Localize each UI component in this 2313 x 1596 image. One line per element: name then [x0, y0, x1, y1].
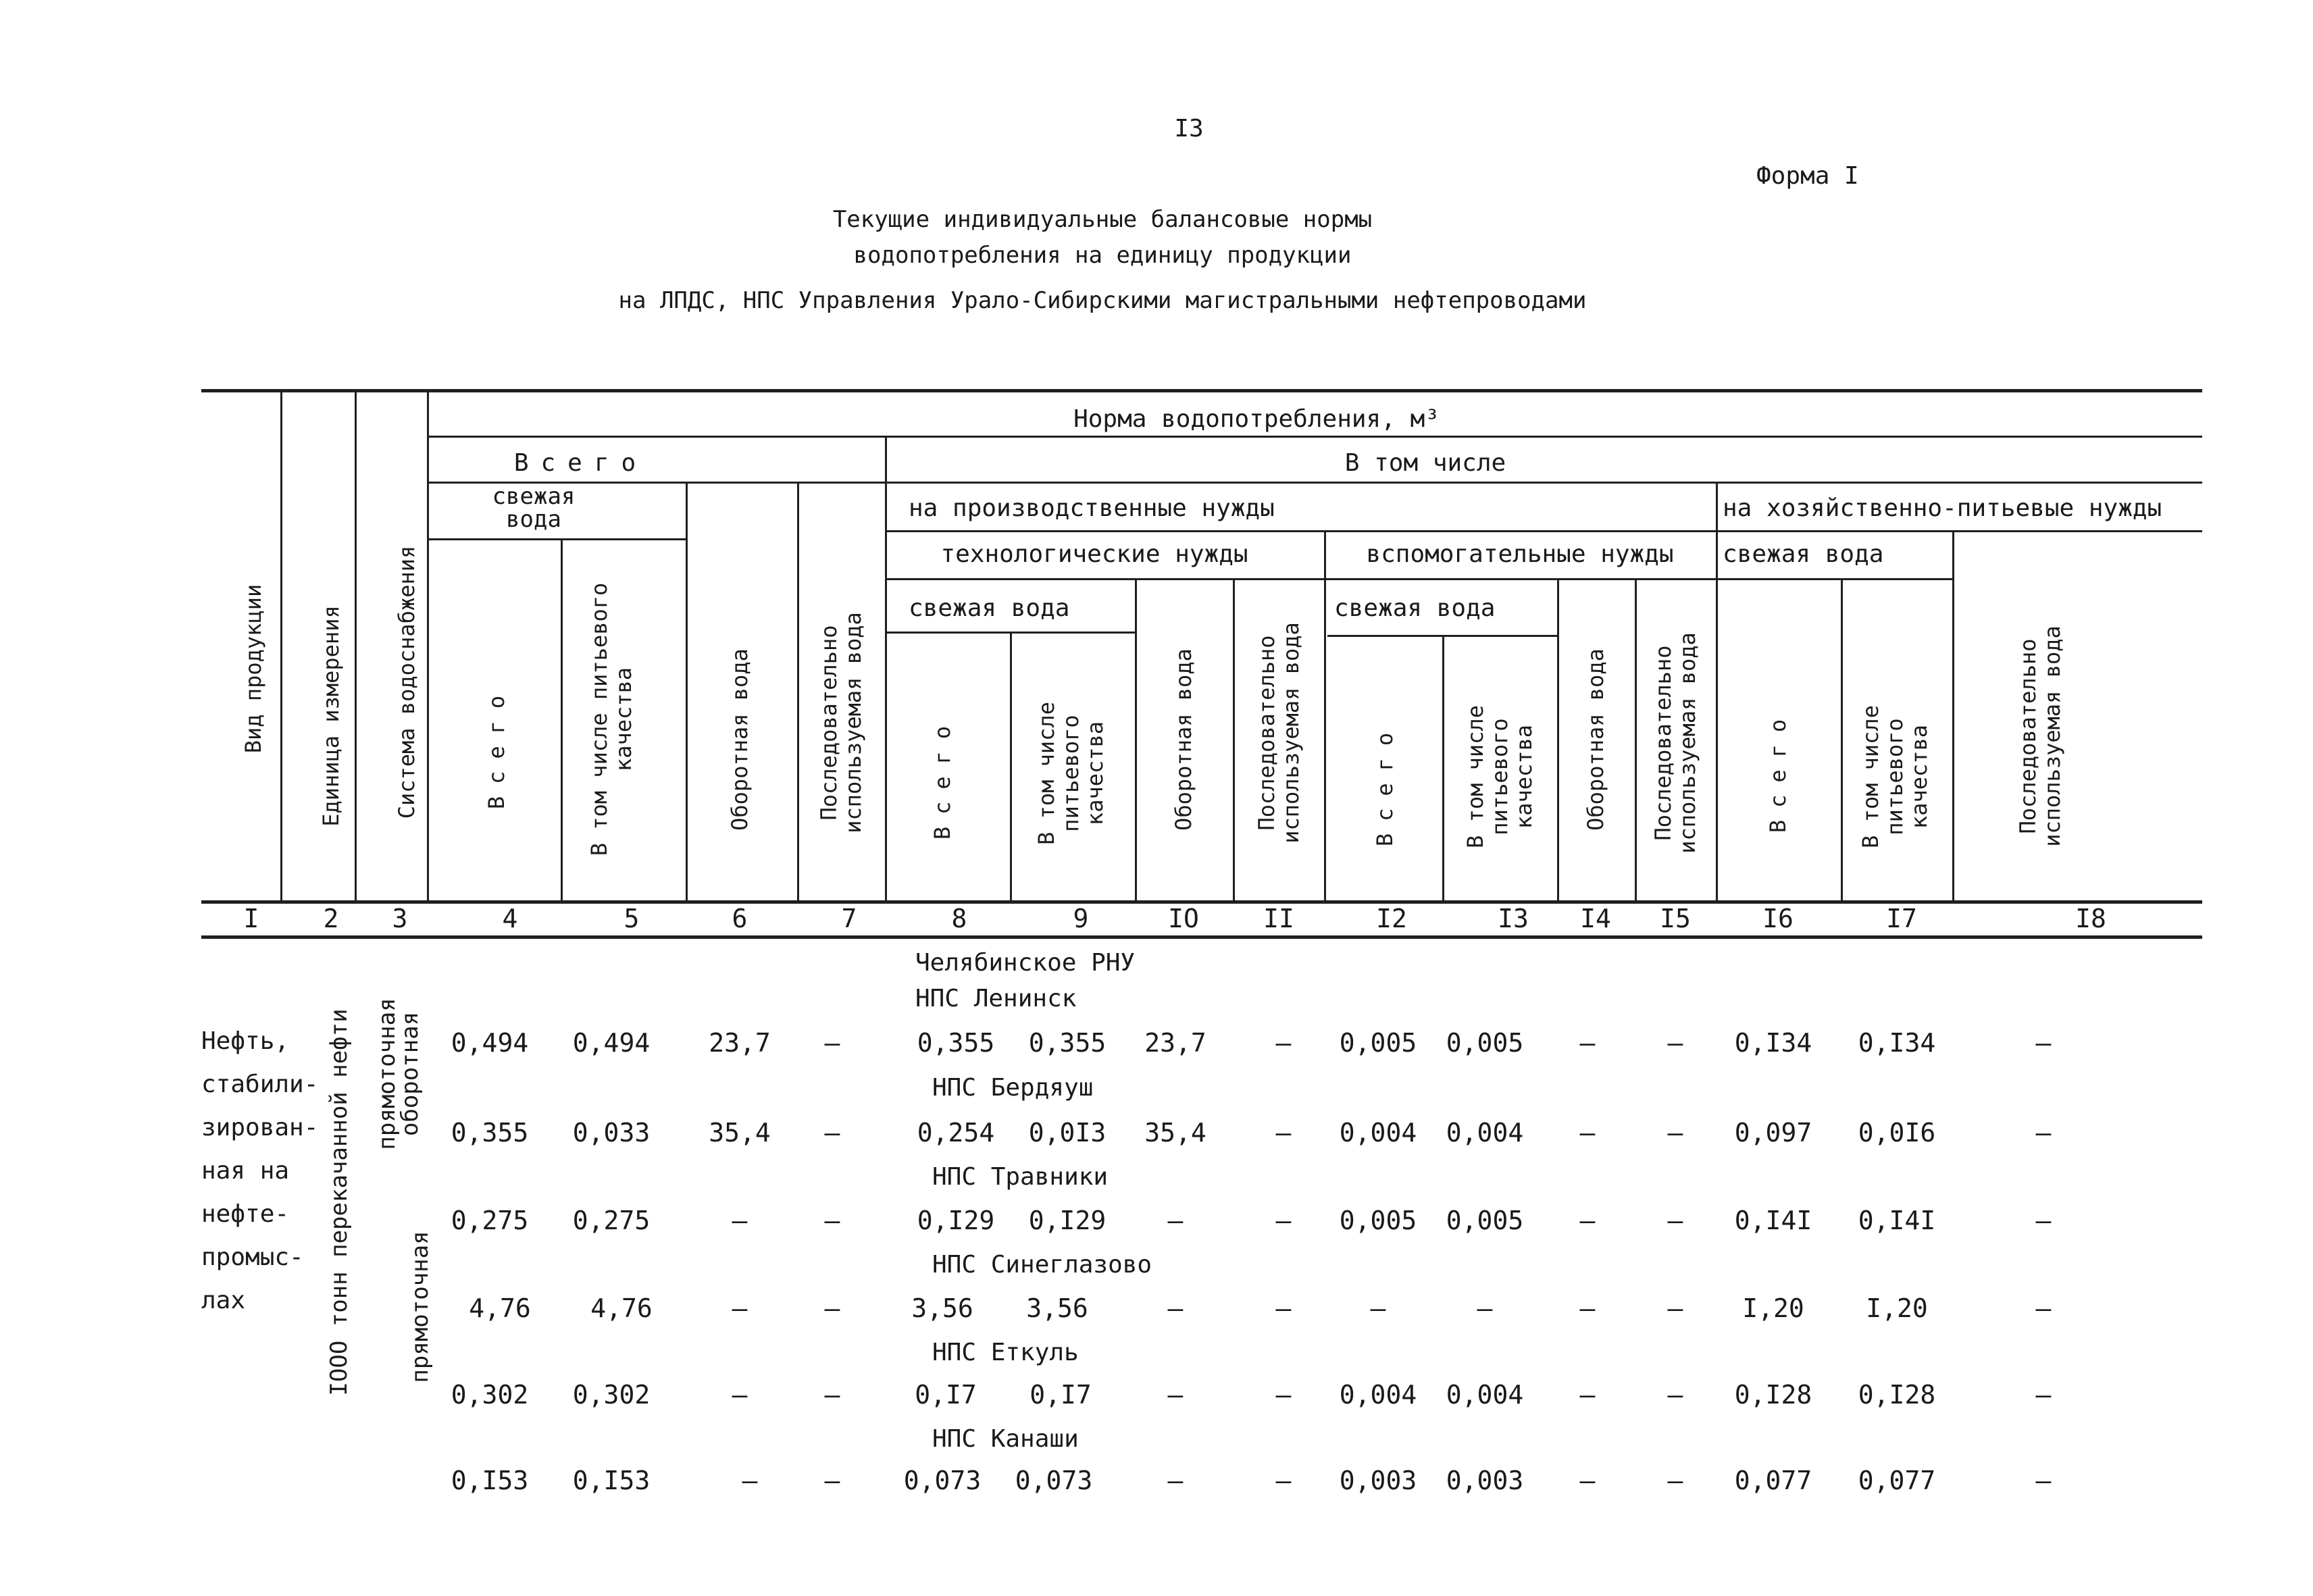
- table-cell: –: [1477, 1293, 1493, 1323]
- table-cell: 0,I53: [572, 1466, 651, 1495]
- table-cell: 0,I29: [1028, 1206, 1107, 1235]
- col-num: 4: [502, 904, 518, 933]
- col-num: 7: [841, 904, 857, 933]
- table-cell: –: [1579, 1466, 1596, 1495]
- product-name: Нефть, стабили- зирован- ная на нефте- промыс- лах: [201, 1027, 319, 1314]
- header-col8-vsego: Всего: [930, 713, 955, 840]
- table-cell: –: [2035, 1466, 2052, 1495]
- header-col18-posled: Последовательно используемая вода: [2015, 625, 2065, 847]
- col-num: I7: [1886, 904, 1917, 933]
- table-cell: –: [2035, 1028, 2052, 1058]
- col-num: 5: [624, 904, 640, 933]
- table-cell: –: [824, 1293, 840, 1323]
- header-col9-pitievogo: В том числе питьевого качества: [1034, 702, 1108, 845]
- table-cell: 0,275: [451, 1206, 529, 1235]
- header-col12-vsego: Всего: [1372, 720, 1398, 847]
- table-cell: 0,004: [1339, 1380, 1417, 1410]
- table-cell: –: [1275, 1466, 1292, 1495]
- table-cell: –: [742, 1466, 758, 1495]
- table-cell: –: [1275, 1380, 1292, 1410]
- table-cell: 0,004: [1446, 1380, 1524, 1410]
- header-vspomog: вспомогательные нужды: [1366, 540, 1674, 568]
- table-cell: 0,494: [451, 1028, 529, 1058]
- col-num: 3: [392, 904, 408, 933]
- header-svezhaya-voda-tech: свежая вода: [909, 594, 1070, 622]
- col-num: I: [243, 904, 259, 933]
- table-cell: 0,033: [572, 1118, 651, 1148]
- col-num: I6: [1762, 904, 1794, 933]
- header-edinica: Единица измерения: [318, 605, 344, 827]
- table-cell: –: [1167, 1293, 1184, 1323]
- header-col11-posled: Последовательно используемая вода: [1254, 622, 1304, 844]
- col-num: I4: [1580, 904, 1611, 933]
- table-cell: I,20: [1742, 1293, 1804, 1323]
- table-cell: –: [1167, 1206, 1184, 1235]
- table-cell: 0,005: [1339, 1028, 1417, 1058]
- table-cell: –: [1667, 1466, 1683, 1495]
- header-col14-oborot: Оборотная вода: [1583, 648, 1608, 831]
- col-num: 6: [732, 904, 748, 933]
- header-tehnolog: технологические нужды: [940, 540, 1248, 568]
- col-num: I8: [2075, 904, 2106, 933]
- col-num: IO: [1168, 904, 1199, 933]
- header-svezhaya-voda-total: свежая вода: [492, 483, 576, 533]
- header-col17-pitievogo: В том числе питьевого качества: [1858, 705, 1932, 848]
- table-cell: –: [2035, 1293, 2052, 1323]
- table-cell: –: [1579, 1293, 1596, 1323]
- table-cell: 0,I7: [1030, 1380, 1092, 1410]
- table-cell: 0,I28: [1734, 1380, 1812, 1410]
- station-name: НПС Синеглазово: [932, 1251, 1152, 1279]
- table-cell: 0,004: [1446, 1118, 1524, 1148]
- table-cell: 0,I28: [1858, 1380, 1936, 1410]
- title-line-1: Текущие индивидуальные балансовые нормы: [832, 206, 1373, 233]
- header-v-tom-chisle: В том числе: [1344, 449, 1506, 477]
- table-cell: 0,355: [451, 1118, 529, 1148]
- header-col4-vsego: Всего: [484, 683, 509, 810]
- header-col5-pitievogo: В том числе питьевого качества: [586, 582, 636, 856]
- col-num: I3: [1498, 904, 1529, 933]
- col-num: 8: [951, 904, 967, 933]
- col-num: 9: [1073, 904, 1089, 933]
- col-num: 2: [323, 904, 339, 933]
- table-cell: 4,76: [469, 1293, 531, 1323]
- table-cell: 0,254: [917, 1118, 995, 1148]
- header-col16-vsego: Всего: [1765, 706, 1791, 833]
- table-cell: –: [824, 1380, 840, 1410]
- table-cell: –: [1167, 1466, 1184, 1495]
- header-norm: Норма водопотребления, м³: [1073, 405, 1440, 433]
- table-cell: –: [1275, 1206, 1292, 1235]
- table-cell: 23,7: [1144, 1028, 1206, 1058]
- station-name: НПС Травники: [932, 1163, 1109, 1191]
- station-name: НПС Еткуль: [932, 1339, 1079, 1366]
- unit-of-measure: IOOO тонн перекачанной нефти: [326, 1008, 353, 1396]
- table-cell: 0,302: [451, 1380, 529, 1410]
- table-cell: –: [1667, 1293, 1683, 1323]
- table-cell: –: [1275, 1118, 1292, 1148]
- table-cell: –: [1579, 1028, 1596, 1058]
- table-cell: 0,003: [1446, 1466, 1524, 1495]
- system-vertical-2: прямоточная: [407, 1231, 434, 1383]
- table-cell: 0,004: [1339, 1118, 1417, 1148]
- table-cell: –: [1667, 1206, 1683, 1235]
- table-cell: 0,I4I: [1734, 1206, 1812, 1235]
- table-cell: –: [1667, 1118, 1683, 1148]
- system-vertical-1: прямоточная оборотная: [374, 998, 424, 1150]
- header-col15-posled: Последовательно используемая вода: [1650, 632, 1700, 854]
- title-line-3: на ЛПДС, НПС Управления Урало-Сибирскими магистральными нефтепроводами: [618, 287, 1587, 314]
- table-cell: 0,077: [1858, 1466, 1936, 1495]
- table-cell: –: [1370, 1293, 1386, 1323]
- table-cell: 35,4: [709, 1118, 771, 1148]
- table-cell: 0,077: [1734, 1466, 1812, 1495]
- table-cell: –: [732, 1380, 748, 1410]
- table-cell: 0,003: [1339, 1466, 1417, 1495]
- table-cell: 4,76: [590, 1293, 653, 1323]
- header-na-hoz: на хозяйственно-питьевые нужды: [1723, 494, 2162, 522]
- table-cell: –: [1667, 1028, 1683, 1058]
- table-cell: –: [732, 1293, 748, 1323]
- table-cell: –: [2035, 1380, 2052, 1410]
- table-cell: –: [824, 1466, 840, 1495]
- table-cell: –: [1579, 1380, 1596, 1410]
- header-na-proizv: на производственные нужды: [909, 494, 1275, 522]
- station-name: НПС Бердяуш: [932, 1074, 1094, 1102]
- table-cell: 0,I34: [1734, 1028, 1812, 1058]
- table-cell: –: [1275, 1293, 1292, 1323]
- table-cell: 0,355: [1028, 1028, 1107, 1058]
- table-cell: 0,494: [572, 1028, 651, 1058]
- table-cell: –: [1579, 1118, 1596, 1148]
- table-cell: –: [824, 1206, 840, 1235]
- header-col7-posled: Последовательно используемая вода: [816, 612, 866, 833]
- page-number: I3: [1174, 115, 1204, 143]
- table-cell: 0,I34: [1858, 1028, 1936, 1058]
- table-cell: –: [824, 1118, 840, 1148]
- table-cell: –: [824, 1028, 840, 1058]
- table-cell: 0,097: [1734, 1118, 1812, 1148]
- table-cell: 0,005: [1446, 1206, 1524, 1235]
- table-cell: 35,4: [1144, 1118, 1206, 1148]
- table-cell: I,20: [1866, 1293, 1928, 1323]
- table-cell: 0,I29: [917, 1206, 995, 1235]
- table-cell: 3,56: [1026, 1293, 1088, 1323]
- form-label: Форма I: [1756, 162, 1859, 190]
- title-line-2: водопотребления на единицу продукции: [853, 242, 1352, 269]
- section-title: Челябинское РНУ: [915, 949, 1136, 977]
- col-num: I5: [1660, 904, 1691, 933]
- table-cell: 3,56: [911, 1293, 973, 1323]
- header-sistema: Система водоснабжения: [394, 545, 420, 819]
- header-col6-oborot: Оборотная вода: [727, 648, 753, 831]
- table-cell: 0,275: [572, 1206, 651, 1235]
- table-cell: 0,005: [1339, 1206, 1417, 1235]
- col-num: II: [1263, 904, 1294, 933]
- header-vsego-group: Всего: [513, 449, 649, 477]
- table-cell: –: [732, 1206, 748, 1235]
- table-cell: 0,073: [903, 1466, 982, 1495]
- table-cell: –: [1667, 1380, 1683, 1410]
- station-name: НПС Ленинск: [915, 985, 1077, 1012]
- table-cell: 0,0I3: [1028, 1118, 1107, 1148]
- table-cell: –: [1167, 1380, 1184, 1410]
- table-cell: 0,I53: [451, 1466, 529, 1495]
- table-cell: –: [2035, 1118, 2052, 1148]
- table-cell: 23,7: [709, 1028, 771, 1058]
- header-vid-produkcii: Вид продукции: [240, 584, 266, 754]
- table-cell: 0,0I6: [1858, 1118, 1936, 1148]
- header-svezhaya-voda-vspom: свежая вода: [1334, 594, 1496, 622]
- table-cell: –: [1579, 1206, 1596, 1235]
- table-cell: 0,I7: [915, 1380, 977, 1410]
- col-num: I2: [1376, 904, 1407, 933]
- table-cell: 0,302: [572, 1380, 651, 1410]
- station-name: НПС Канаши: [932, 1425, 1079, 1453]
- header-col10-oborot: Оборотная вода: [1171, 648, 1196, 831]
- header-svezhaya-voda-hoz: свежая вода: [1723, 540, 1884, 568]
- header-col13-pitievogo: В том числе питьевого качества: [1463, 705, 1537, 848]
- table-cell: –: [2035, 1206, 2052, 1235]
- table-cell: 0,073: [1015, 1466, 1093, 1495]
- table-cell: 0,005: [1446, 1028, 1524, 1058]
- table-cell: 0,I4I: [1858, 1206, 1936, 1235]
- table-cell: 0,355: [917, 1028, 995, 1058]
- table-cell: –: [1275, 1028, 1292, 1058]
